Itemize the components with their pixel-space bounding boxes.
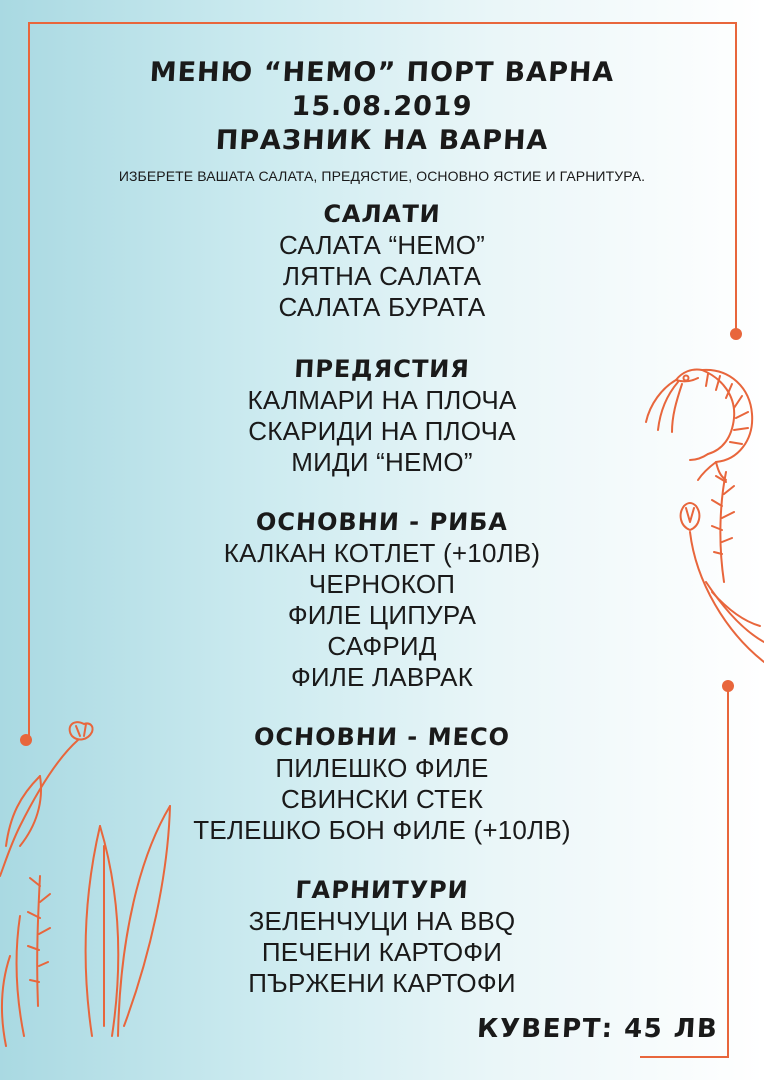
menu-title: МЕНЮ “НЕМО” ПОРТ ВАРНА	[148, 57, 616, 88]
menu-item: САФРИД	[327, 631, 437, 661]
section-mains-meat	[0, 721, 764, 846]
menu-item: ПЕЧЕНИ КАРТОФИ	[261, 937, 503, 967]
section-heading: ОСНОВНИ - МЕСО	[253, 723, 511, 751]
menu-item: КАЛМАРИ НА ПЛОЧА	[247, 385, 517, 415]
menu-item: СВИНСКИ СТЕК	[280, 784, 484, 814]
section-sides	[0, 874, 764, 999]
menu-instruction: ИЗБЕРЕТЕ ВАШАТА САЛАТА, ПРЕДЯСТИЕ, ОСНОВНО ЯСТИЕ И ГАРНИТУРА.	[118, 168, 646, 184]
menu-item: ЛЯТНА САЛАТА	[282, 261, 482, 291]
section-salads	[0, 198, 764, 323]
menu-item: ЗЕЛЕНЧУЦИ НА BBQ	[248, 906, 516, 936]
menu-item: САЛАТА “НЕМО”	[279, 230, 485, 260]
menu-item: СКАРИДИ НА ПЛОЧА	[248, 416, 516, 446]
section-starters	[0, 353, 764, 478]
frame-bottom-line	[640, 1056, 729, 1058]
menu-item: ПЪРЖЕНИ КАРТОФИ	[248, 968, 516, 998]
menu-item: ТЕЛЕШКО БОН ФИЛЕ (+10ЛВ)	[193, 815, 571, 845]
menu-date: 15.08.2019	[290, 91, 474, 122]
menu-item: ФИЛЕ ЦИПУРА	[287, 600, 477, 630]
section-heading: ПРЕДЯСТИЯ	[293, 355, 471, 383]
menu-item: ПИЛЕШКО ФИЛЕ	[275, 753, 489, 783]
section-heading: ОСНОВНИ - РИБА	[255, 508, 509, 536]
couvert-price: КУВЕРТ: 45 ЛВ	[475, 1014, 719, 1044]
section-heading: САЛАТИ	[322, 200, 442, 228]
menu-item: ФИЛЕ ЛАВРАК	[290, 662, 474, 692]
menu-item: МИДИ “НЕМО”	[291, 447, 473, 477]
menu-item: КАЛКАН КОТЛЕТ (+10ЛВ)	[223, 538, 541, 568]
menu-item: САЛАТА БУРАТА	[278, 292, 486, 322]
menu-occasion: ПРАЗНИК НА ВАРНА	[214, 125, 550, 156]
menu-header	[0, 56, 764, 158]
section-mains-fish	[0, 506, 764, 693]
menu-item: ЧЕРНОКОП	[308, 569, 456, 599]
section-heading: ГАРНИТУРИ	[294, 876, 470, 904]
